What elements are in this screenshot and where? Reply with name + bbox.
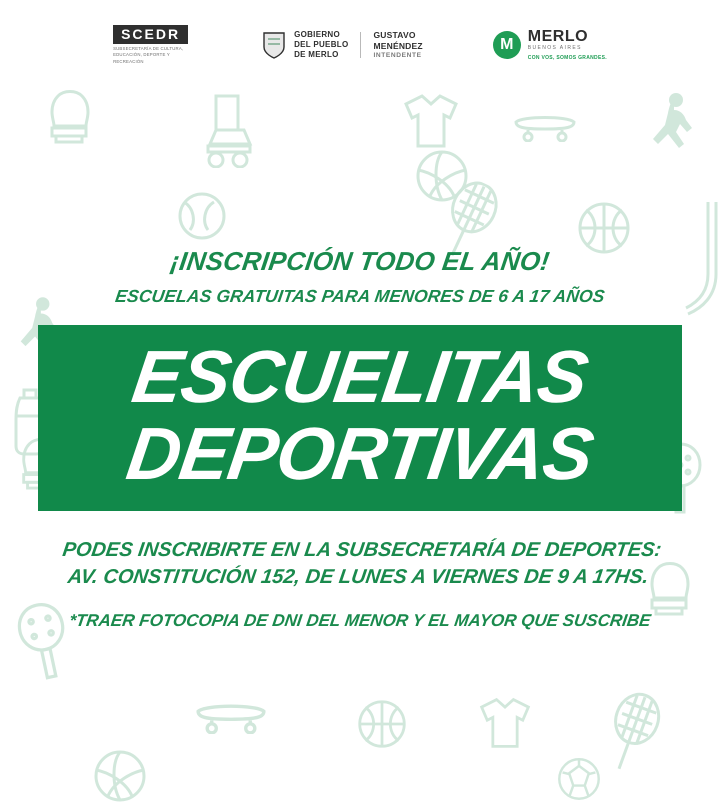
poster-title-line1: ESCUELITAS xyxy=(127,335,593,418)
intendente-text xyxy=(373,30,422,61)
shirt-icon xyxy=(400,90,462,152)
boxing-glove-icon xyxy=(44,88,96,146)
merlo-badge-icon: M xyxy=(493,31,521,59)
intendente-role: INTENDENTE xyxy=(373,51,422,59)
poster-info xyxy=(0,537,720,591)
logo-gobierno-merlo xyxy=(261,30,423,61)
runner-icon xyxy=(646,92,694,154)
poster-title-line2: DEPORTIVAS xyxy=(122,412,598,496)
poster-content xyxy=(0,246,720,631)
volleyball-icon xyxy=(414,148,470,204)
skateboard-icon xyxy=(512,112,578,142)
intendente-surname: MENÉNDEZ xyxy=(373,40,423,51)
gobierno-text xyxy=(294,30,348,61)
skateboard-icon xyxy=(192,700,270,734)
shirt-icon xyxy=(476,694,534,752)
tennis-racket-icon xyxy=(591,683,673,783)
gobierno-line1: GOBIERNO xyxy=(294,29,341,39)
coat-of-arms-icon xyxy=(261,30,287,60)
poster-subkicker: ESCUELAS GRATUITAS PARA MENORES DE 6 A 17 AÑOS xyxy=(114,286,607,306)
gobierno-line3: DE MERLO xyxy=(294,50,339,60)
roller-skate-icon xyxy=(196,92,258,168)
merlo-title: MERLO xyxy=(527,28,589,45)
poster-kicker: ¡INSCRIPCIÓN TODO EL AÑO! xyxy=(168,246,552,276)
poster-info-line2: AV. CONSTITUCIÓN 152, DE LUNES A VIERNES DE 9 A 17HS. xyxy=(66,566,650,589)
logo-divider xyxy=(360,32,361,58)
gobierno-line2: DEL PUEBLO xyxy=(294,39,349,49)
poster-info-line1: PODES INSCRIBIRTE EN LA SUBSECRETARÍA DE DEPORTES: xyxy=(61,539,663,562)
intendente-first-name: GUSTAVO xyxy=(373,29,416,40)
volleyball-icon xyxy=(92,748,148,804)
logo-header xyxy=(0,0,720,78)
merlo-province: BUENOS AIRES xyxy=(527,45,582,51)
poster-title-panel xyxy=(38,325,682,511)
basketball-icon xyxy=(356,698,408,750)
merlo-slogan: CON VOS, SOMOS GRANDES. xyxy=(527,55,607,61)
scedr-title: SCEDR xyxy=(113,25,188,44)
logo-scedr xyxy=(113,25,191,65)
tennis-ball-icon xyxy=(176,190,228,242)
logo-merlo xyxy=(493,29,607,61)
poster-note: *TRAER FOTOCOPIA DE DNI DEL MENOR Y EL MAYOR QUE SUSCRIBE xyxy=(68,611,653,631)
scedr-subtitle: SUBSECRETARÍA DE CULTURA, EDUCACIÓN, DEPORTE Y RECREACIÓN xyxy=(113,45,184,64)
soccer-ball-icon xyxy=(556,756,602,802)
